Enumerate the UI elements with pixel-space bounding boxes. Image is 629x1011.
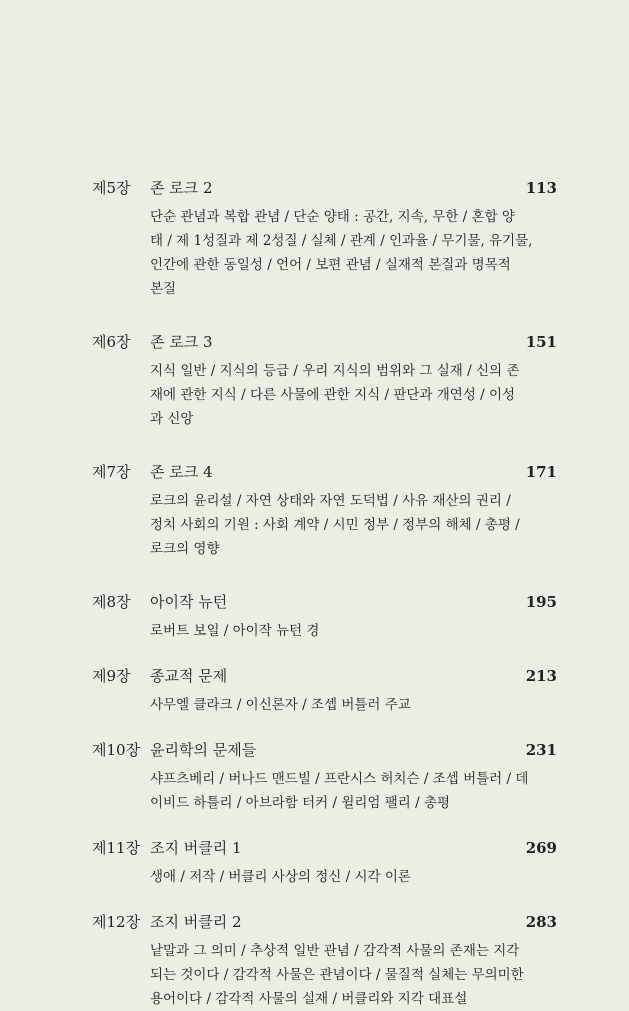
chapter-page-number: 213 — [525, 667, 557, 685]
description-line: 낱말과 그 의미 / 추상적 일반 관념 / 감각적 사물의 존재는 지각 — [150, 943, 520, 959]
chapter-heading — [92, 591, 557, 619]
chapter-description — [150, 767, 557, 815]
chapter-description — [150, 939, 557, 1011]
chapter-number: 제10장 — [92, 741, 141, 759]
chapter-number: 제8장 — [92, 593, 131, 611]
chapter-page-number: 151 — [525, 333, 557, 351]
chapter-number: 제5장 — [92, 179, 131, 197]
chapter-heading — [92, 331, 557, 359]
chapter-heading — [92, 837, 557, 865]
description-line: 과 신앙 — [150, 411, 194, 427]
description-line: 로크의 영향 — [150, 541, 220, 557]
chapter-title: 존 로크 2 — [150, 179, 213, 197]
chapter-number: 제12장 — [92, 913, 141, 931]
chapter-entry — [92, 591, 557, 643]
chapter-description — [150, 619, 557, 643]
chapter-title: 조지 버클리 2 — [150, 913, 242, 931]
chapter-number: 제6장 — [92, 333, 131, 351]
description-line: 로버트 보일 / 아이작 뉴턴 경 — [150, 623, 320, 639]
chapter-heading — [92, 911, 557, 939]
chapter-page-number: 269 — [525, 839, 557, 857]
chapter-description — [150, 693, 557, 717]
description-line: 로크의 윤리설 / 자연 상태와 자연 도덕법 / 사유 재산의 권리 / — [150, 493, 511, 509]
description-line: 단순 관념과 복합 관념 / 단순 양태 : 공간, 지속, 무한 / 혼합 양 — [150, 209, 515, 225]
chapter-description — [150, 205, 557, 301]
chapter-page-number: 195 — [525, 593, 557, 611]
chapter-entry — [92, 331, 557, 431]
description-line: 사무엘 클라크 / 이신론자 / 조셉 버틀러 주교 — [150, 697, 411, 713]
chapter-description — [150, 865, 557, 889]
description-line: 지식 일반 / 지식의 등급 / 우리 지식의 범위와 그 실재 / 신의 존 — [150, 363, 520, 379]
chapter-heading — [92, 461, 557, 489]
chapter-entry — [92, 461, 557, 561]
description-line: 인간에 관한 동일성 / 언어 / 보편 관념 / 실재적 본질과 명목적 — [150, 257, 511, 273]
chapter-entry — [92, 177, 557, 301]
chapter-title: 존 로크 3 — [150, 333, 213, 351]
chapter-title: 아이작 뉴턴 — [150, 593, 228, 611]
description-line: 본질 — [150, 281, 177, 297]
description-line: 용어이다 / 감각적 사물의 실재 / 버클리와 지각 대표설 — [150, 991, 468, 1007]
chapter-page-number: 231 — [525, 741, 557, 759]
chapter-heading — [92, 665, 557, 693]
description-line: 샤프츠베리 / 버나드 맨드빌 / 프란시스 허치슨 / 조셉 버틀러 / 데 — [150, 771, 529, 787]
chapter-heading — [92, 177, 557, 205]
chapter-page-number: 113 — [525, 179, 557, 197]
chapter-page-number: 171 — [525, 463, 557, 481]
description-line: 이비드 하틀리 / 아브라함 터커 / 윌리엄 팰리 / 총평 — [150, 795, 451, 811]
chapter-number: 제7장 — [92, 463, 131, 481]
chapter-entry — [92, 837, 557, 889]
description-line: 재에 관한 지식 / 다른 사물에 관한 지식 / 판단과 개연성 / 이성 — [150, 387, 516, 403]
description-line: 되는 것이다 / 감각적 사물은 관념이다 / 물질적 실체는 무의미한 — [150, 967, 524, 983]
description-line: 생애 / 저작 / 버클리 사상의 정신 / 시각 이론 — [150, 869, 411, 885]
chapter-heading — [92, 739, 557, 767]
chapter-entry — [92, 739, 557, 815]
chapter-description — [150, 489, 557, 561]
chapter-entry — [92, 911, 557, 1011]
description-line: 정치 사회의 기원 : 사회 계약 / 시민 정부 / 정부의 해체 / 총평 / — [150, 517, 520, 533]
chapter-number: 제11장 — [92, 839, 141, 857]
chapter-title: 조지 버클리 1 — [150, 839, 242, 857]
chapter-title: 종교적 문제 — [150, 667, 228, 685]
description-line: 태 / 제 1성질과 제 2성질 / 실체 / 관계 / 인과율 / 무기물, 유기물, — [150, 233, 533, 249]
chapter-number: 제9장 — [92, 667, 131, 685]
chapter-title: 윤리학의 문제들 — [150, 741, 257, 759]
chapter-title: 존 로크 4 — [150, 463, 213, 481]
chapter-description — [150, 359, 557, 431]
chapter-page-number: 283 — [525, 913, 557, 931]
chapter-entry — [92, 665, 557, 717]
table-of-contents — [92, 177, 557, 1011]
